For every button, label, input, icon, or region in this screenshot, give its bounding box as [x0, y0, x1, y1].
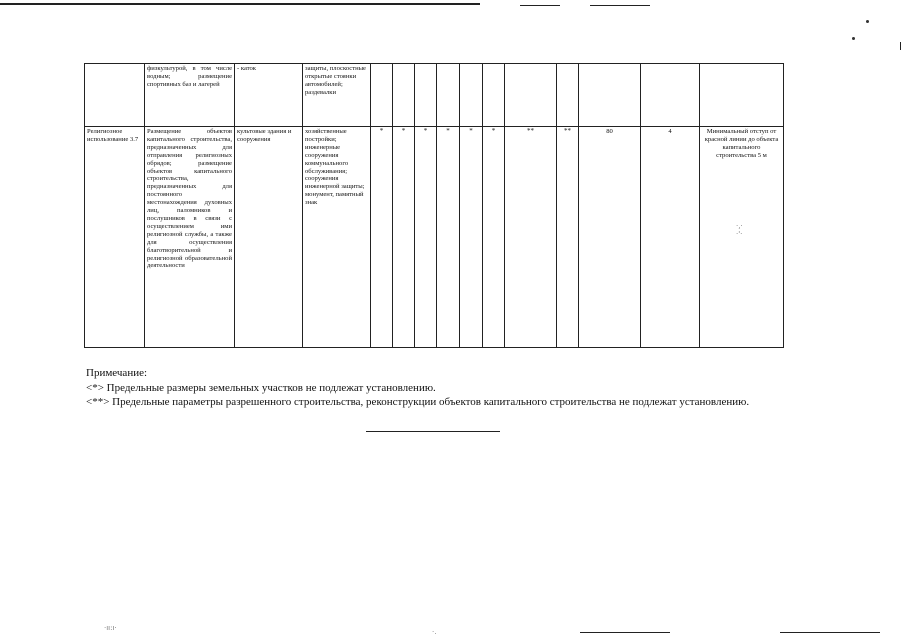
- notes-block: [86, 366, 786, 410]
- scan-smudge: ·ıı:ı·: [104, 624, 117, 632]
- scan-speck: [866, 20, 869, 23]
- note-line: <**> Предельные параметры разрешенного строительства, реконструкции объектов капитального строительства не подлежат установлению.: [86, 396, 750, 408]
- param-mark-cell: *: [483, 127, 505, 348]
- param-mark-cell: **: [505, 127, 557, 348]
- main-use-cell: - каток: [235, 64, 303, 127]
- param-cell: [393, 64, 415, 127]
- end-rule: [366, 431, 500, 432]
- param-mark-cell: *: [415, 127, 437, 348]
- auxiliary-use-cell: хозяйственные постройки; инженерные сооружения коммунального обслуживания; сооружения инженерной защиты; монумент, памятный знак: [303, 127, 371, 348]
- scan-top-line-segment: [520, 5, 560, 6]
- param-cell: [483, 64, 505, 127]
- use-name-cell: Религиозное использование 3.7: [85, 127, 145, 348]
- param-mark-cell: *: [437, 127, 460, 348]
- param-cell: [557, 64, 579, 127]
- param-mark-cell: *: [393, 127, 415, 348]
- note-line: <*> Предельные размеры земельных участков не подлежат установлению.: [86, 381, 436, 394]
- scan-bottom-line: [780, 632, 880, 633]
- use-description-cell: Размещение объектов капитального строительства, предназначенных для отправления религиозных обрядов; размещение объектов капитального строительства, предназначенных для постоянного местонахождения духовных лиц, паломников и послушников в связи с осуществлением ими религиозной службы, а также для осуществления благотворительной и религиозной образовательной деятельности: [145, 127, 235, 348]
- param-cell: [437, 64, 460, 127]
- land-use-table: [84, 63, 784, 348]
- scan-edge-mark: [900, 42, 901, 50]
- main-use-cell: культовые здания и сооружения: [235, 127, 303, 348]
- scan-bottom-line: [580, 632, 670, 633]
- use-description-cell: физкультурой, в том числе водным; размещение спортивных баз и лагерей: [145, 64, 235, 127]
- use-name-cell: [85, 64, 145, 127]
- floors-cell: 4: [641, 127, 700, 348]
- param-cell: [460, 64, 483, 127]
- notes-heading: Примечание:: [86, 367, 148, 379]
- scan-top-line-segment: [590, 5, 650, 6]
- param-cell: [641, 64, 700, 127]
- param-cell: [505, 64, 557, 127]
- scan-smudge: ·,· ·'·: [736, 222, 743, 238]
- param-mark-cell: *: [371, 127, 393, 348]
- scan-speck: [852, 37, 855, 40]
- note-cell: [700, 64, 784, 127]
- note-cell: Минимальный отступ от красной линии до объекта капитального строительства 5 м: [700, 127, 784, 348]
- table-row: [85, 127, 784, 348]
- coverage-percent-cell: 80: [579, 127, 641, 348]
- param-mark-cell: *: [460, 127, 483, 348]
- auxiliary-use-cell: защиты, плоскостные открытые стоянки автомобилей; раздевалки: [303, 64, 371, 127]
- param-mark-cell: **: [557, 127, 579, 348]
- param-cell: [371, 64, 393, 127]
- param-cell: [415, 64, 437, 127]
- scan-smudge: ·.: [432, 628, 437, 636]
- param-cell: [579, 64, 641, 127]
- scan-top-line: [0, 3, 480, 5]
- table-row: [85, 64, 784, 127]
